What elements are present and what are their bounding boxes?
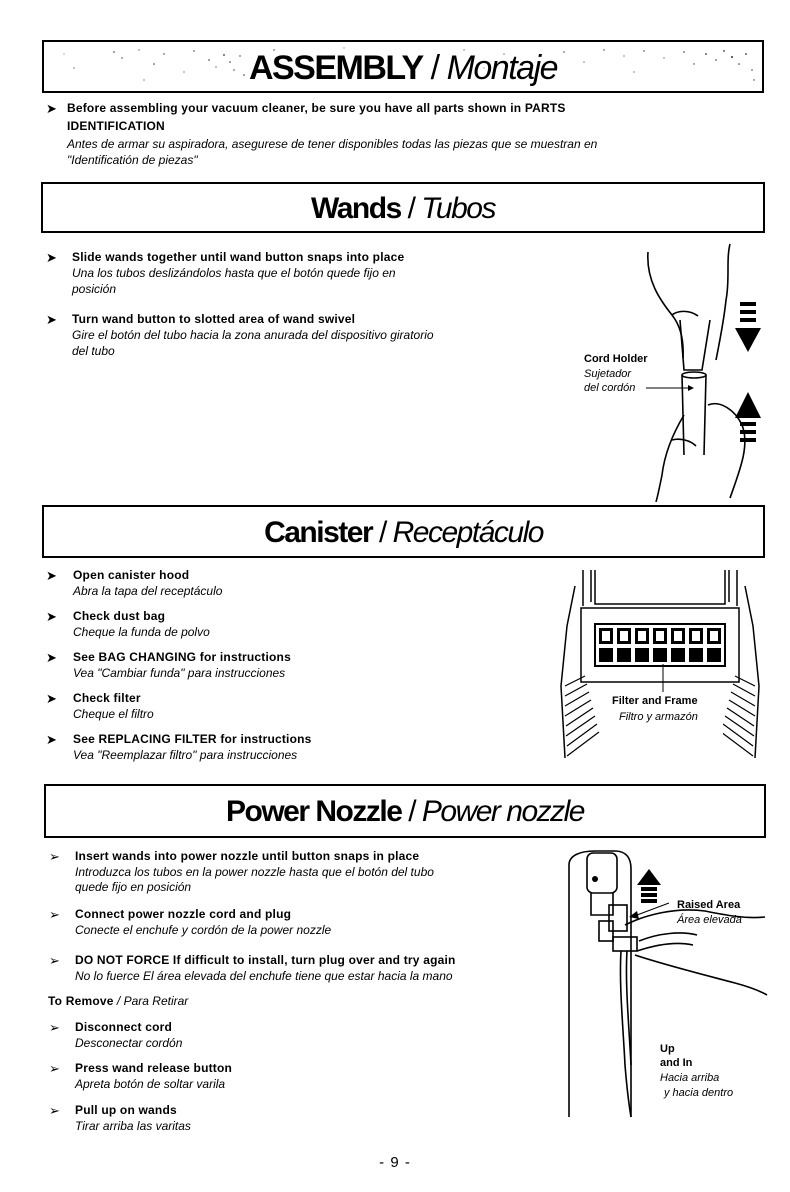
- cord-holder-label-en: Cord Holder: [584, 353, 648, 365]
- canister-step1-en: Open canister hood: [73, 568, 190, 582]
- to-remove-es: / Para Retirar: [113, 994, 189, 1008]
- wands-header-box: [41, 182, 765, 233]
- canister-step1-es: Abra la tapa del receptáculo: [73, 584, 223, 598]
- filter-frame-label-es: Filtro y armazón: [619, 711, 698, 723]
- nozzle-step1-en: Insert wands into power nozzle until button snaps in place: [75, 849, 420, 863]
- bullet-arrow: ➤: [46, 101, 57, 116]
- intro-es-line2: "Identificatión de piezas": [67, 153, 198, 167]
- canister-step4-en: Check filter: [73, 691, 141, 705]
- canister-illustration: [555, 566, 765, 766]
- wands-step2-es1: Gire el botón del tubo hacia la zona anurada del dispositivo giratorio: [72, 328, 434, 342]
- canister-step3-es: Vea "Cambiar funda" para instrucciones: [73, 666, 286, 680]
- power-nozzle-header-box: [44, 784, 766, 838]
- wands-title: Wands / Tubos: [311, 192, 495, 225]
- intro-en-line2: IDENTIFICATION: [67, 119, 165, 133]
- wands-step1-en: Slide wands together until wand button snaps into place: [72, 250, 405, 264]
- wands-step1-es1: Una los tubos deslizándolos hasta que el botón quede fijo en: [72, 266, 396, 280]
- up-and-in-label-en2: and In: [660, 1057, 693, 1069]
- bullet-arrow: ➤: [46, 609, 57, 624]
- assembly-title-en: ASSEMBLY: [248, 49, 423, 87]
- remove-step3-en: Pull up on wands: [75, 1103, 177, 1117]
- power-nozzle-title: Power Nozzle / Power nozzle: [226, 795, 584, 828]
- remove-step1-en: Disconnect cord: [75, 1020, 173, 1034]
- cord-holder-label-es2: del cordón: [584, 382, 636, 394]
- bullet-arrow: ➢: [49, 953, 60, 968]
- bullet-arrow: ➤: [46, 650, 57, 665]
- nozzle-step2-en: Connect power nozzle cord and plug: [75, 907, 292, 921]
- wands-title-en: Wands: [311, 192, 401, 225]
- bullet-arrow: ➤: [46, 732, 57, 747]
- bullet-arrow: ➢: [49, 1061, 60, 1076]
- bullet-arrow: ➢: [49, 849, 60, 864]
- nozzle-step2-es: Conecte el enchufe y cordón de la power nozzle: [75, 923, 332, 937]
- remove-step3-es: Tirar arriba las varitas: [75, 1119, 191, 1133]
- nozzle-step3-es: No lo fuerce El área elevada del enchufe tiene que estar hacia la mano: [75, 969, 453, 983]
- assembly-title-es: Montaje: [446, 49, 558, 87]
- bullet-arrow: ➤: [46, 312, 57, 327]
- wands-step2-es2: del tubo: [72, 344, 115, 358]
- nozzle-step3-en: DO NOT FORCE If difficult to install, turn plug over and try again: [75, 953, 456, 967]
- power-nozzle-title-en: Power Nozzle: [226, 795, 402, 828]
- canister-step4-es: Cheque el filtro: [73, 707, 154, 721]
- bullet-arrow: ➢: [49, 1103, 60, 1118]
- intro-es-line1: Antes de armar su aspiradora, asegurese de tener disponibles todas las piezas que se muestran en: [67, 137, 598, 151]
- nozzle-step1-es2: quede fijo en posición: [75, 880, 192, 894]
- bullet-arrow: ➢: [49, 1020, 60, 1035]
- wands-step2-en: Turn wand button to slotted area of wand swivel: [72, 312, 356, 326]
- remove-step2-es: Apreta botón de soltar varila: [75, 1077, 226, 1091]
- wands-title-es: Tubos: [421, 192, 495, 225]
- remove-step1-es: Desconectar cordón: [75, 1036, 183, 1050]
- intro-en-line1: Before assembling your vacuum cleaner, be sure you have all parts shown in PARTS: [67, 101, 566, 115]
- to-remove-heading: [48, 994, 188, 1009]
- up-and-in-label-es1: Hacia arriba: [660, 1072, 720, 1084]
- cord-holder-label-es1: Sujetador: [584, 368, 632, 380]
- raised-area-label-en: Raised Area: [677, 899, 741, 911]
- canister-step2-en: Check dust bag: [73, 609, 166, 623]
- bullet-arrow: ➤: [46, 691, 57, 706]
- filter-frame-label-en: Filter and Frame: [612, 695, 698, 707]
- canister-step5-en: See REPLACING FILTER for instructions: [73, 732, 312, 746]
- canister-step3-en: See BAG CHANGING for instructions: [73, 650, 291, 664]
- canister-title-en: Canister: [264, 516, 373, 549]
- raised-area-label-es: Área elevada: [677, 914, 742, 926]
- canister-title-es: Receptáculo: [392, 516, 543, 549]
- power-nozzle-title-es: Power nozzle: [421, 795, 584, 828]
- page-number: - 9 -: [379, 1154, 411, 1171]
- to-remove-en: To Remove: [48, 994, 114, 1008]
- nozzle-step1-es1: Introduzca los tubos en la power nozzle hasta que el botón del tubo: [75, 865, 434, 879]
- wands-step1-es2: posición: [72, 282, 117, 296]
- bullet-arrow: ➤: [46, 568, 57, 583]
- up-and-in-label-es2: y hacia dentro: [664, 1087, 734, 1099]
- canister-title: Canister / Receptáculo: [264, 516, 543, 549]
- up-and-in-label-en1: Up: [660, 1043, 675, 1055]
- remove-step2-en: Press wand release button: [75, 1061, 233, 1075]
- canister-step2-es: Cheque la funda de polvo: [73, 625, 210, 639]
- canister-step5-es: Vea "Reemplazar filtro" para instrucciones: [73, 748, 298, 762]
- assembly-header-box: [42, 40, 764, 93]
- bullet-arrow: ➤: [46, 250, 57, 265]
- assembly-title: ASSEMBLY / Montaje: [248, 49, 558, 87]
- canister-header-box: [42, 505, 765, 558]
- bullet-arrow: ➢: [49, 907, 60, 922]
